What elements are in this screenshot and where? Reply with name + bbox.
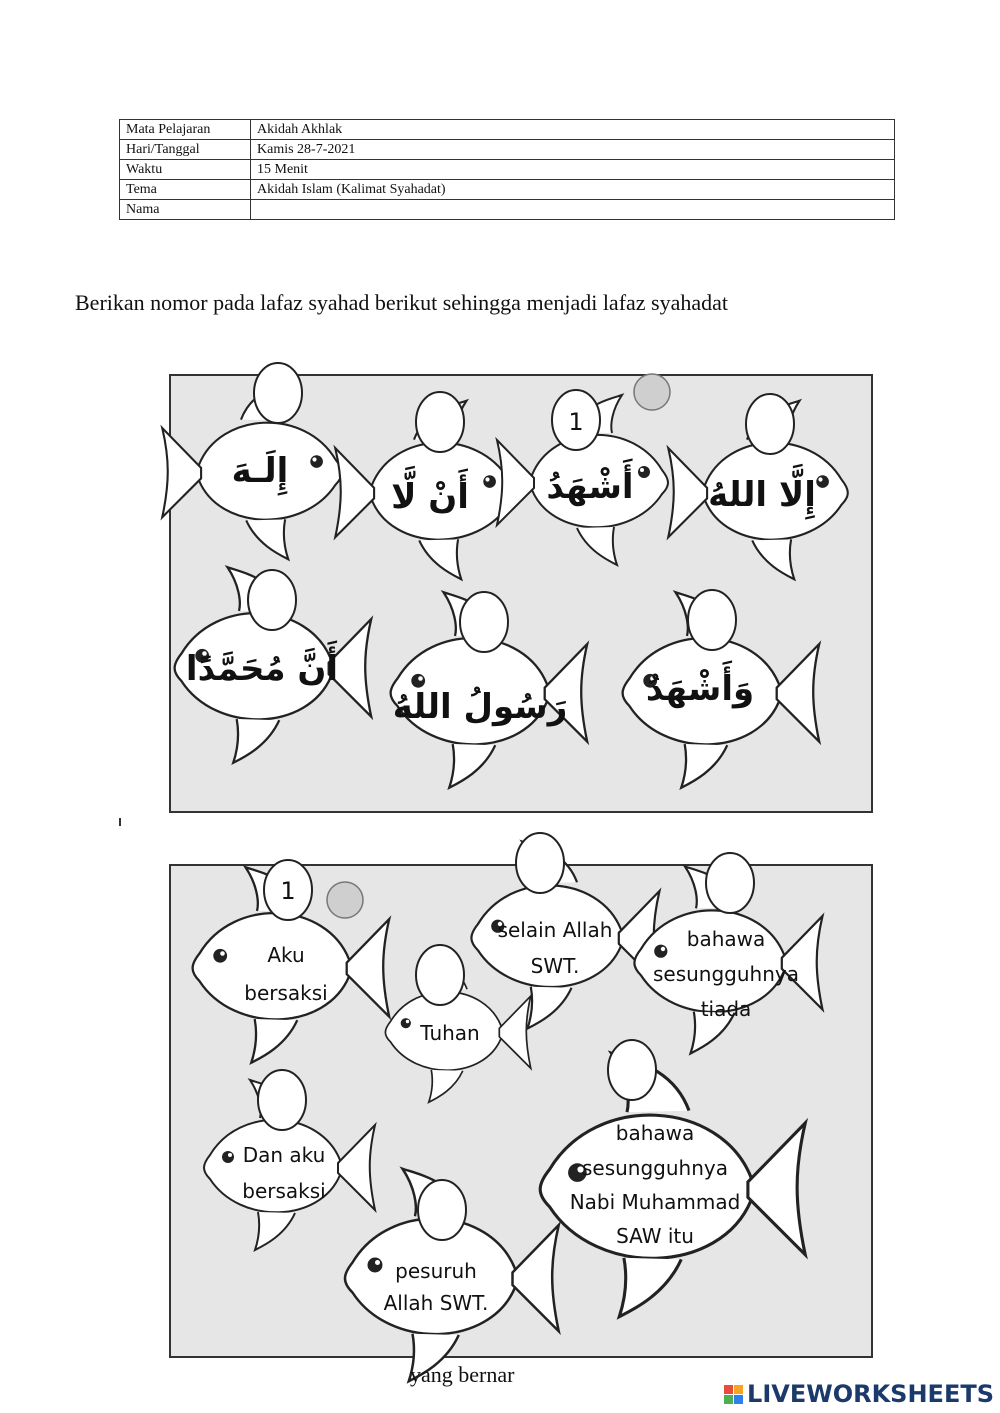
field-label: Hari/Tanggal (120, 140, 251, 160)
field-value: Kamis 28-7-2021 (251, 140, 895, 160)
latin-word: SAW itu (616, 1224, 694, 1248)
answer-circle[interactable] (460, 592, 508, 652)
answer-circle[interactable] (258, 1070, 306, 1130)
latin-word: Dan aku (242, 1143, 326, 1167)
field-label: Nama (120, 200, 251, 220)
latin-word: Aku (267, 943, 305, 967)
bird-decoration (634, 374, 670, 410)
answer-circle[interactable] (418, 1180, 466, 1240)
answer-circle[interactable] (516, 833, 564, 893)
latin-word: Allah SWT. (383, 1291, 489, 1315)
logo-icon (724, 1385, 743, 1404)
latin-word: sesungguhnya (652, 962, 800, 986)
page-mark (119, 818, 121, 826)
latin-word: selain Allah (497, 918, 613, 942)
answer-circle[interactable] (706, 853, 754, 913)
field-label: Tema (120, 180, 251, 200)
answer-number: 1 (280, 877, 296, 905)
arabic-word: وَأَشْهَدُ (645, 669, 755, 709)
latin-word: Tuhan (420, 1021, 480, 1045)
logo-text: LIVEWORKSHEETS (747, 1380, 994, 1408)
latin-word: bersaksi (242, 1179, 326, 1203)
arabic-word: رَسُولُ اللهُ (392, 687, 568, 727)
field-label: Waktu (120, 160, 251, 180)
latin-word: SWT. (530, 954, 580, 978)
arabic-word: أَشْهَدُ (546, 467, 634, 507)
instruction-text: Berikan nomor pada lafaz syahad berikut sehingga menjadi lafaz syahadat (75, 290, 729, 315)
arabic-word: أَنَّ مُحَمَّدًا (185, 649, 339, 689)
arabic-word: إِلَّا اللهُ (708, 475, 816, 515)
latin-word: Nabi Muhammad (569, 1190, 741, 1214)
field-value: 15 Menit (251, 160, 895, 180)
field-value: Akidah Akhlak (251, 120, 895, 140)
answer-number: 1 (568, 408, 584, 436)
answer-circle[interactable] (688, 590, 736, 650)
answer-circle[interactable] (248, 570, 296, 630)
arabic-word: أَنْ لَّا (391, 477, 469, 517)
latin-word: tiada (700, 997, 752, 1021)
latin-word: bersaksi (244, 981, 328, 1005)
field-label: Mata Pelajaran (120, 120, 251, 140)
field-value: Akidah Islam (Kalimat Syahadat) (251, 180, 895, 200)
latin-word: bahawa (615, 1121, 695, 1145)
latin-word: sesungguhnya (581, 1156, 729, 1180)
answer-circle[interactable] (416, 392, 464, 452)
footer-text: yang bernar (410, 1362, 515, 1387)
liveworksheets-logo (724, 1380, 994, 1408)
arabic-word: إِلَـهَ (231, 451, 289, 491)
bird-decoration (327, 882, 363, 918)
answer-circle[interactable] (416, 945, 464, 1005)
answer-circle[interactable] (746, 394, 794, 454)
latin-word: bahawa (686, 927, 766, 951)
answer-circle[interactable] (608, 1040, 656, 1100)
latin-word: pesuruh (395, 1259, 477, 1283)
answer-circle[interactable] (254, 363, 302, 423)
